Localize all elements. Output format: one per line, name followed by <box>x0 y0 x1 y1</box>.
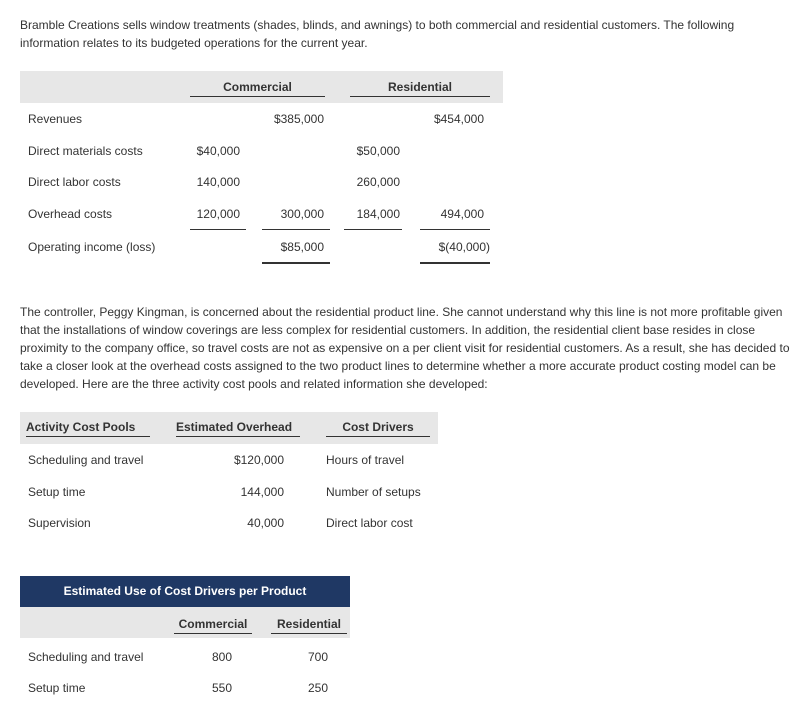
usage-row-label: Scheduling and travel <box>28 650 144 664</box>
controller-paragraph: The controller, Peggy Kingman, is concerned about the residential product line. She cannot understand why this line is not more profitable given that the installations of window coverings are less complex for residential customers. In addition, the residential client base resides in close proximity to the company office, so travel costs are not as expensive on a per client visit for residential customers. As a result, she has decided to take a closer look at the overhead costs assigned to the two product lines to determine whether a more accurate product costing model can be developed. Here are the three activity cost pools and related information she developed: <box>20 305 790 391</box>
pool-driver: Number of setups <box>326 485 421 499</box>
pool-driver: Hours of travel <box>326 453 405 467</box>
budget-cell: $454,000 <box>433 112 484 126</box>
overhead-underline <box>262 229 330 230</box>
budget-cell: $385,000 <box>273 112 324 126</box>
budget-row-label: Direct materials costs <box>28 144 143 158</box>
overhead-underline <box>344 229 402 230</box>
budget-row-label: Revenues <box>28 112 83 126</box>
budget-cell: 260,000 <box>356 175 400 189</box>
pool-overhead: 40,000 <box>247 516 284 530</box>
pools-header-pool: Activity Cost Pools <box>26 420 136 434</box>
budget-cell: 184,000 <box>356 207 400 221</box>
usage-cell: 550 <box>211 681 233 695</box>
income-double-underline <box>262 262 330 264</box>
usage-title: Estimated Use of Cost Drivers per Product <box>20 576 350 607</box>
budget-cell: $40,000 <box>196 144 240 158</box>
intro-paragraph: Bramble Creations sells window treatments (shades, blinds, and awnings) to both commercial and residential customers. The following information relates to its budgeted operations for the current year. <box>20 18 735 50</box>
usage-header-underline <box>271 633 347 634</box>
budget-cell: $85,000 <box>280 240 324 254</box>
budget-header-residential: Residential <box>387 80 453 94</box>
pools-header-underline <box>26 436 150 437</box>
budget-cell: 494,000 <box>440 207 484 221</box>
pool-overhead: 144,000 <box>240 485 284 499</box>
usage-header-commercial: Commercial <box>178 617 248 631</box>
pool-driver: Direct labor cost <box>326 516 413 530</box>
budget-cell: 120,000 <box>196 207 240 221</box>
usage-cell: 700 <box>307 650 329 664</box>
pool-name: Supervision <box>28 516 91 530</box>
budget-cell: 300,000 <box>280 207 324 221</box>
budget-row-label: Overhead costs <box>28 207 113 221</box>
pool-name: Scheduling and travel <box>28 453 144 467</box>
pools-header-underline <box>326 436 430 437</box>
budget-cell: $(40,000) <box>438 240 490 254</box>
budget-cell: $50,000 <box>356 144 400 158</box>
budget-header-commercial: Commercial <box>223 80 292 94</box>
usage-cell: 800 <box>211 650 233 664</box>
pools-header-underline <box>176 436 300 437</box>
overhead-underline <box>420 229 490 230</box>
budget-row-label: Operating income (loss) <box>28 240 156 254</box>
pool-overhead: $120,000 <box>233 453 284 467</box>
pools-header-overhead: Estimated Overhead <box>176 420 293 434</box>
usage-header-underline <box>174 633 252 634</box>
pools-header-driver: Cost Drivers <box>342 420 414 434</box>
budget-cell: 140,000 <box>196 175 240 189</box>
overhead-underline <box>190 229 246 230</box>
usage-header-residential: Residential <box>276 617 342 631</box>
usage-row-label: Setup time <box>28 681 86 695</box>
residential-header-underline <box>350 96 490 97</box>
pool-name: Setup time <box>28 485 86 499</box>
usage-cell: 250 <box>307 681 329 695</box>
income-double-underline <box>420 262 490 264</box>
commercial-header-underline <box>190 96 325 97</box>
budget-row-label: Direct labor costs <box>28 175 121 189</box>
